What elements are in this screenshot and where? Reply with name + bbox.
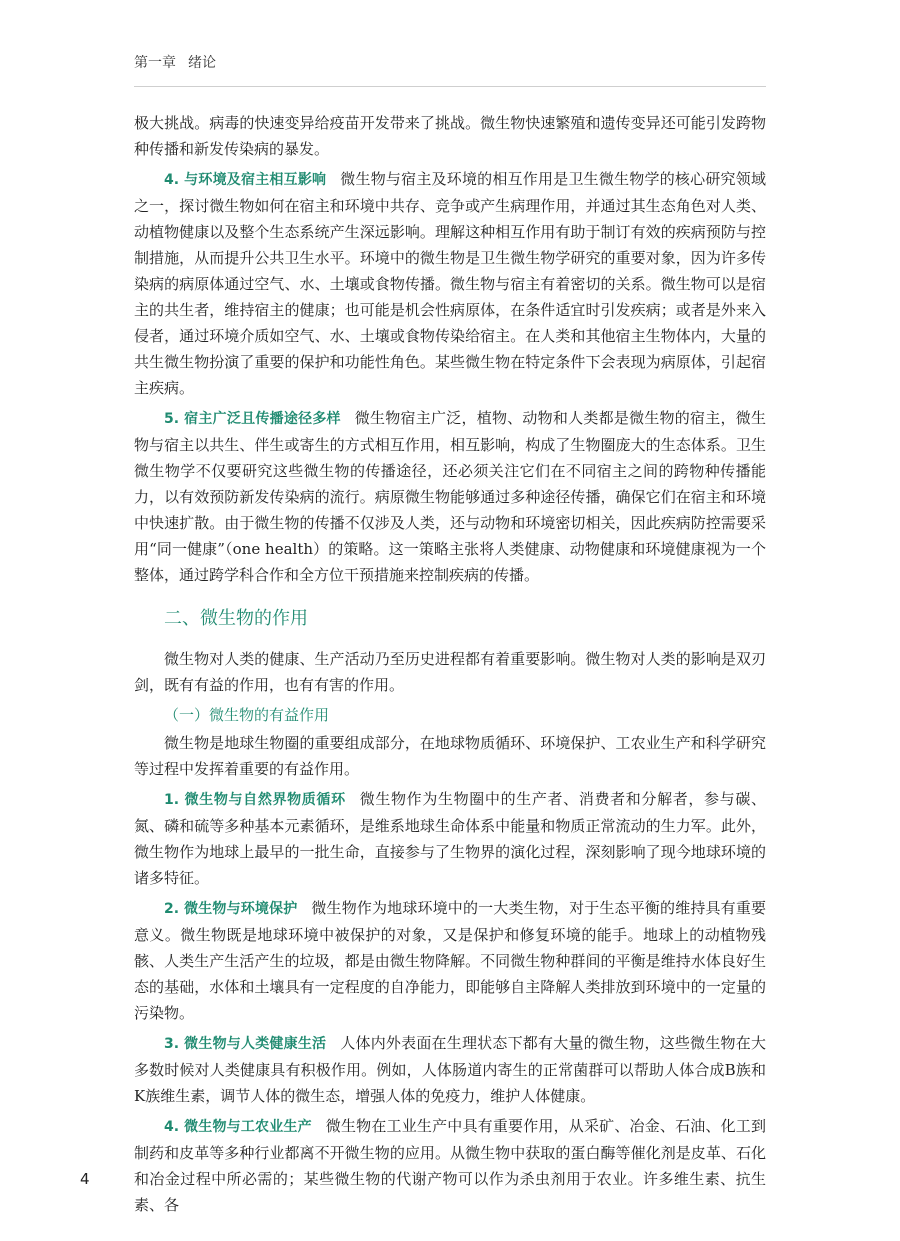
header-rule	[134, 86, 766, 87]
paragraph-beneficial: 微生物是地球生物圈的重要组成部分，在地球物质循环、环境保护、工农业生产和科学研究等过程中发挥着重要的有益作用。	[134, 734, 766, 778]
paragraph-text: 微生物作为地球环境中的一大类生物，对于生态平衡的维持具有重要意义。微生物既是地球环境中被保护的对象，又是保护和修复环境的能手。地球上的动植物残骸、人类生产生活产生的垃圾，都是由微生物降解。不同微生物种群间的平衡是维持水体良好生态的基础，水体和土壤具有一定程度的自净能力，即能够自主降解人类排放到环境中的一定量的污染物。	[134, 899, 766, 1022]
paragraph-continued: 极大挑战。病毒的快速变异给疫苗开发带来了挑战。微生物快速繁殖和遗传变异还可能引发跨物种传播和新发传染病的暴发。	[134, 114, 766, 158]
paragraph-text: 人体内外表面在生理状态下都有大量的微生物，这些微生物在大多数时候对人类健康具有积极作用。例如，人体肠道内寄生的正常菌群可以帮助人体合成B族和K族维生素，调节人体的微生态，增强人体的免疫力，维护人体健康。	[134, 1034, 766, 1105]
paragraph-lead: 1. 微生物与自然界物质循环	[164, 792, 346, 808]
paragraph-human-health	[134, 1030, 766, 1109]
chapter-number: 第一章	[134, 55, 176, 71]
paragraph-intro: 微生物对人类的健康、生产活动乃至历史进程都有着重要影响。微生物对人类的影响是双刃剑，既有有益的作用，也有有害的作用。	[134, 650, 766, 694]
paragraph-lead: 2. 微生物与环境保护	[164, 901, 298, 917]
paragraph-host-transmission	[134, 405, 766, 588]
chapter-title: 绪论	[188, 55, 216, 71]
paragraph-host-environment	[134, 166, 766, 401]
section-heading: 二、微生物的作用	[164, 608, 308, 629]
paragraph-environment-protection	[134, 895, 766, 1026]
page-number: 4	[80, 1170, 90, 1188]
page-body	[134, 110, 766, 1222]
paragraph-material-cycle	[134, 786, 766, 891]
paragraph-text: 微生物宿主广泛，植物、动物和人类都是微生物的宿主，微生物与宿主以共生、伴生或寄生的方式相互作用，相互影响，构成了生物圈庞大的生态体系。卫生微生物学不仅要研究这些微生物的传播途径，还必须关注它们在不同宿主之间的跨物种传播能力，以有效预防新发传染病的流行。病原微生物能够通过多种途径传播，确保它们在宿主和环境中快速扩散。由于微生物的传播不仅涉及人类，还与动物和环境密切相关，因此疾病防控需要采用“同一健康”（one health）的策略。这一策略主张将人类健康、动物健康和环境健康视为一个整体，通过跨学科合作和全方位干预措施来控制疾病的传播。	[134, 409, 766, 584]
paragraph-lead: 5. 宿主广泛且传播途径多样	[164, 411, 341, 427]
paragraph-lead: 3. 微生物与人类健康生活	[164, 1036, 327, 1052]
paragraph-lead: 4. 微生物与工农业生产	[164, 1119, 312, 1135]
subsection-heading: （一）微生物的有益作用	[164, 706, 330, 724]
paragraph-lead: 4. 与环境及宿主相互影响	[164, 172, 327, 188]
running-header	[134, 52, 216, 72]
paragraph-industry-agriculture	[134, 1113, 766, 1218]
paragraph-text: 微生物作为生物圈中的生产者、消费者和分解者，参与碳、氮、磷和硫等多种基本元素循环，是维系地球生命体系中能量和物质正常流动的生力军。此外，微生物作为地球上最早的一批生命，直接参与了生物界的演化过程，深刻影响了现今地球环境的诸多特征。	[134, 790, 766, 887]
paragraph-text: 微生物在工业生产中具有重要作用，从采矿、冶金、石油、化工到制药和皮革等多种行业都离不开微生物的应用。从微生物中获取的蛋白酶等催化剂是皮革、石化和冶金过程中所必需的；某些微生物的代谢产物可以作为杀虫剂用于农业。许多维生素、抗生素、各	[134, 1117, 766, 1214]
paragraph-text: 微生物与宿主及环境的相互作用是卫生微生物学的核心研究领域之一，探讨微生物如何在宿主和环境中共存、竞争或产生病理作用，并通过其生态角色对人类、动植物健康以及整个生态系统产生深远影响。理解这种相互作用有助于制订有效的疾病预防与控制措施，从而提升公共卫生水平。环境中的微生物是卫生微生物学研究的重要对象，因为许多传染病的病原体通过空气、水、土壤或食物传播。微生物与宿主有着密切的关系。微生物可以是宿主的共生者，维持宿主的健康；也可能是机会性病原体，在条件适宜时引发疾病；或者是外来入侵者，通过环境介质如空气、水、土壤或食物传染给宿主。在人类和其他宿主生物体内，大量的共生微生物扮演了重要的保护和功能性角色。某些微生物在特定条件下会表现为病原体，引起宿主疾病。	[134, 170, 766, 397]
